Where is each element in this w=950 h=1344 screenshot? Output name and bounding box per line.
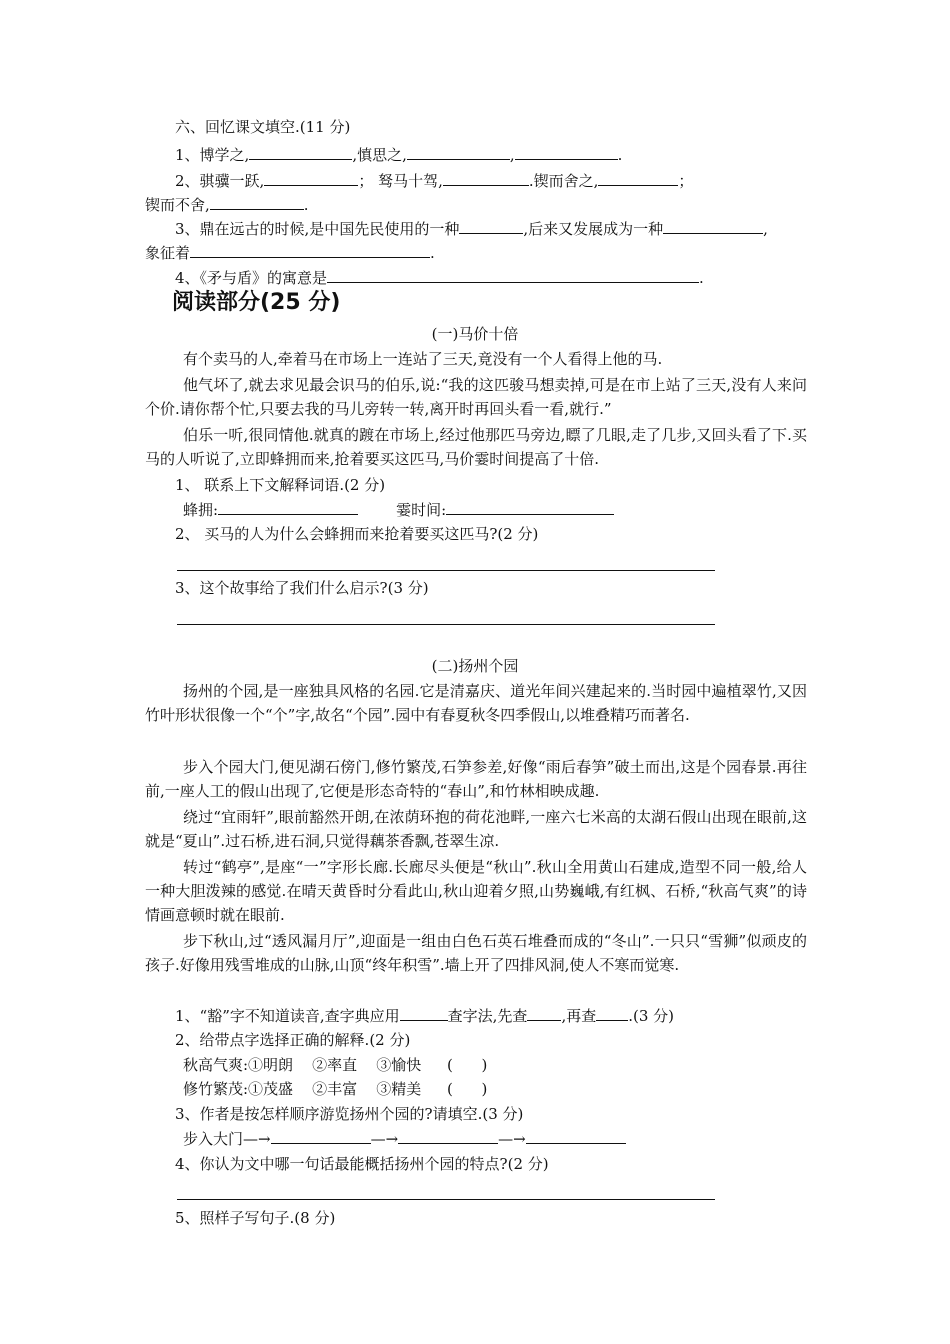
p2q1-text-a: 1、“豁”字不知道读音,查字典应用 bbox=[175, 1007, 400, 1025]
blank[interactable] bbox=[190, 243, 430, 258]
section6-heading: 六、回忆课文填空.(11 分) bbox=[175, 118, 351, 136]
q2-options-1: 秋高气爽:①明朗 ②率直 ③愉快 bbox=[183, 1056, 422, 1074]
answer-line[interactable] bbox=[177, 1199, 715, 1200]
blank[interactable] bbox=[407, 145, 510, 160]
passage1-q2: 2、 买马的人为什么会蜂拥而来抢着要买这匹马?(2 分) bbox=[175, 525, 539, 543]
blank[interactable] bbox=[398, 1129, 498, 1144]
q2-options-2: 修竹繁茂:①茂盛 ②丰富 ③精美 bbox=[183, 1080, 422, 1098]
blank[interactable] bbox=[400, 1006, 448, 1021]
blank[interactable] bbox=[443, 171, 529, 186]
answer-line[interactable] bbox=[177, 624, 715, 625]
word1-blank[interactable] bbox=[218, 500, 358, 515]
blank[interactable] bbox=[663, 219, 763, 234]
passage2-paragraph: 扬州的个园,是一座独具风格的名园.它是清嘉庆、道光年间兴建起来的.当时园中遍植翠竹,又因竹叶形状很像一个“个”字,故名“个园”.园中有春夏秋冬四季假山,以堆叠精巧而著名. bbox=[145, 682, 807, 724]
passage2-paragraph: 步入个园大门,便见湖石傍门,修竹繁茂,石笋参差,好像“雨后春笋”破土而出,这是个园春景.再往前,一座人工的假山出现了,它便是形态奇特的“春山”,和竹林相映成趣. bbox=[145, 758, 807, 800]
q2-text-b: ； 驽马十驾, bbox=[358, 172, 443, 190]
q3-text-e: . bbox=[430, 244, 435, 262]
passage2-q5: 5、照样子写句子.(8 分) bbox=[175, 1209, 336, 1227]
q1-text-b: ,慎思之, bbox=[352, 146, 407, 164]
q2-text-f: . bbox=[303, 196, 309, 214]
q2-text-e: 锲而不舍, bbox=[145, 196, 210, 214]
passage2-q4: 4、你认为文中哪一句话最能概括扬州个园的特点?(2 分) bbox=[175, 1155, 549, 1173]
passage1-q3: 3、这个故事给了我们什么启示?(3 分) bbox=[175, 579, 429, 597]
sequence-start: 步入大门—→ bbox=[183, 1130, 271, 1148]
word2-blank[interactable] bbox=[446, 500, 614, 515]
passage2-title: (二)扬州个园 bbox=[431, 657, 519, 675]
passage1-q1-words bbox=[183, 499, 863, 521]
section6-q2-cont bbox=[145, 194, 825, 216]
passage1-paragraph: 有个卖马的人,牵着马在市场上一连站了三天,竟没有一个人看得上他的马. bbox=[183, 350, 663, 368]
section6-q1 bbox=[175, 144, 855, 166]
passage2-q2: 2、给带点字选择正确的解释.(2 分) bbox=[175, 1031, 411, 1049]
p2q1-text-d: .(3 分) bbox=[628, 1007, 675, 1025]
q1-text-a: 1、博学之, bbox=[175, 146, 250, 164]
q4-text-a: 4、《矛与盾》的寓意是 bbox=[175, 269, 328, 287]
q3-text-d: 象征着 bbox=[145, 244, 191, 262]
blank[interactable] bbox=[526, 1129, 626, 1144]
blank[interactable] bbox=[210, 195, 304, 210]
q2-text-a: 2、骐骥一跃, bbox=[175, 172, 265, 190]
blank[interactable] bbox=[598, 171, 678, 186]
q1-text-c: , bbox=[509, 146, 515, 164]
passage1-q1: 1、 联系上下文解释词语.(2 分) bbox=[175, 476, 386, 494]
passage2-paragraph: 绕过“宜雨轩”,眼前豁然开朗,在浓荫环抱的荷花池畔,一座六七米高的太湖石假山出现在眼前,这就是“夏山”.过石桥,进石洞,只觉得藕茶香飘,苍翠生凉. bbox=[145, 808, 807, 850]
section6-q3 bbox=[175, 218, 855, 240]
answer-paren[interactable]: ( ) bbox=[447, 1080, 488, 1098]
passage2-q1 bbox=[175, 1005, 855, 1027]
p2q1-text-c: ,再查 bbox=[561, 1007, 597, 1025]
q3-text-b: ,后来又发展成为一种 bbox=[523, 220, 664, 238]
q4-text-b: . bbox=[699, 269, 704, 287]
blank[interactable] bbox=[596, 1006, 628, 1021]
passage2-q2-line1 bbox=[183, 1054, 863, 1076]
q3-text-c: , bbox=[763, 220, 768, 238]
q2-text-d: ； bbox=[678, 172, 694, 190]
word1-label: 蜂拥: bbox=[183, 501, 219, 519]
blank[interactable] bbox=[459, 219, 523, 234]
answer-line[interactable] bbox=[177, 570, 715, 571]
passage1-paragraph: 伯乐一听,很同情他.就真的踱在市场上,经过他那匹马旁边,瞟了几眼,走了几步,又回头看了下.买马的人听说了,立即蜂拥而来,抢着要买这匹马,马价霎时间提高了十倍. bbox=[145, 426, 807, 468]
passage2-q2-line2 bbox=[183, 1078, 863, 1100]
word2-label: 霎时间: bbox=[396, 501, 447, 519]
passage1-paragraph: 他气坏了,就去求见最会识马的伯乐,说:“我的这匹骏马想卖掉,可是在市上站了三天,没有人来问个价.请你帮个忙,只要去我的马儿旁转一转,离开时再回头看一看,就行.” bbox=[145, 376, 807, 418]
section6-q3-cont bbox=[145, 242, 825, 264]
answer-paren[interactable]: ( ) bbox=[447, 1056, 488, 1074]
passage2-q3-sequence bbox=[183, 1128, 863, 1150]
passage2-paragraph: 步下秋山,过“透风漏月厅”,迎面是一组由白色石英石堆叠而成的“冬山”.一只只“雪狮”似顽皮的孩子.好像用残雪堆成的山脉,山顶“终年积雪”.墙上开了四排风洞,使人不寒而觉寒. bbox=[145, 932, 807, 974]
blank[interactable] bbox=[264, 171, 358, 186]
section6-q2 bbox=[175, 170, 855, 192]
q2-text-c: .锲而舍之, bbox=[528, 172, 599, 190]
arrow: —→ bbox=[370, 1130, 399, 1148]
arrow: —→ bbox=[498, 1130, 526, 1148]
passage2-q3: 3、作者是按怎样顺序游览扬州个园的?请填空.(3 分) bbox=[175, 1105, 524, 1123]
blank[interactable] bbox=[527, 1006, 561, 1021]
p2q1-text-b: 查字法,先查 bbox=[447, 1007, 528, 1025]
section6-q4 bbox=[175, 267, 855, 289]
blank[interactable] bbox=[249, 145, 352, 160]
q3-text-a: 3、鼎在远古的时候,是中国先民使用的一种 bbox=[175, 220, 460, 238]
passage1-title: (一)马价十倍 bbox=[431, 325, 519, 343]
passage2-paragraph: 转过“鹤亭”,是座“一”字形长廊.长廊尽头便是“秋山”.秋山全用黄山石建成,造型不同一般,给人一种大胆泼辣的感觉.在晴天黄昏时分看此山,秋山迎着夕照,山势巍峨,有红枫、石桥,“秋高气爽”的诗情画意顿时就在眼前. bbox=[145, 858, 807, 924]
blank[interactable] bbox=[515, 145, 618, 160]
blank[interactable] bbox=[327, 268, 699, 283]
q1-text-d: . bbox=[617, 146, 623, 164]
reading-heading: 阅读部分(25 分) bbox=[172, 290, 341, 315]
blank[interactable] bbox=[271, 1129, 371, 1144]
